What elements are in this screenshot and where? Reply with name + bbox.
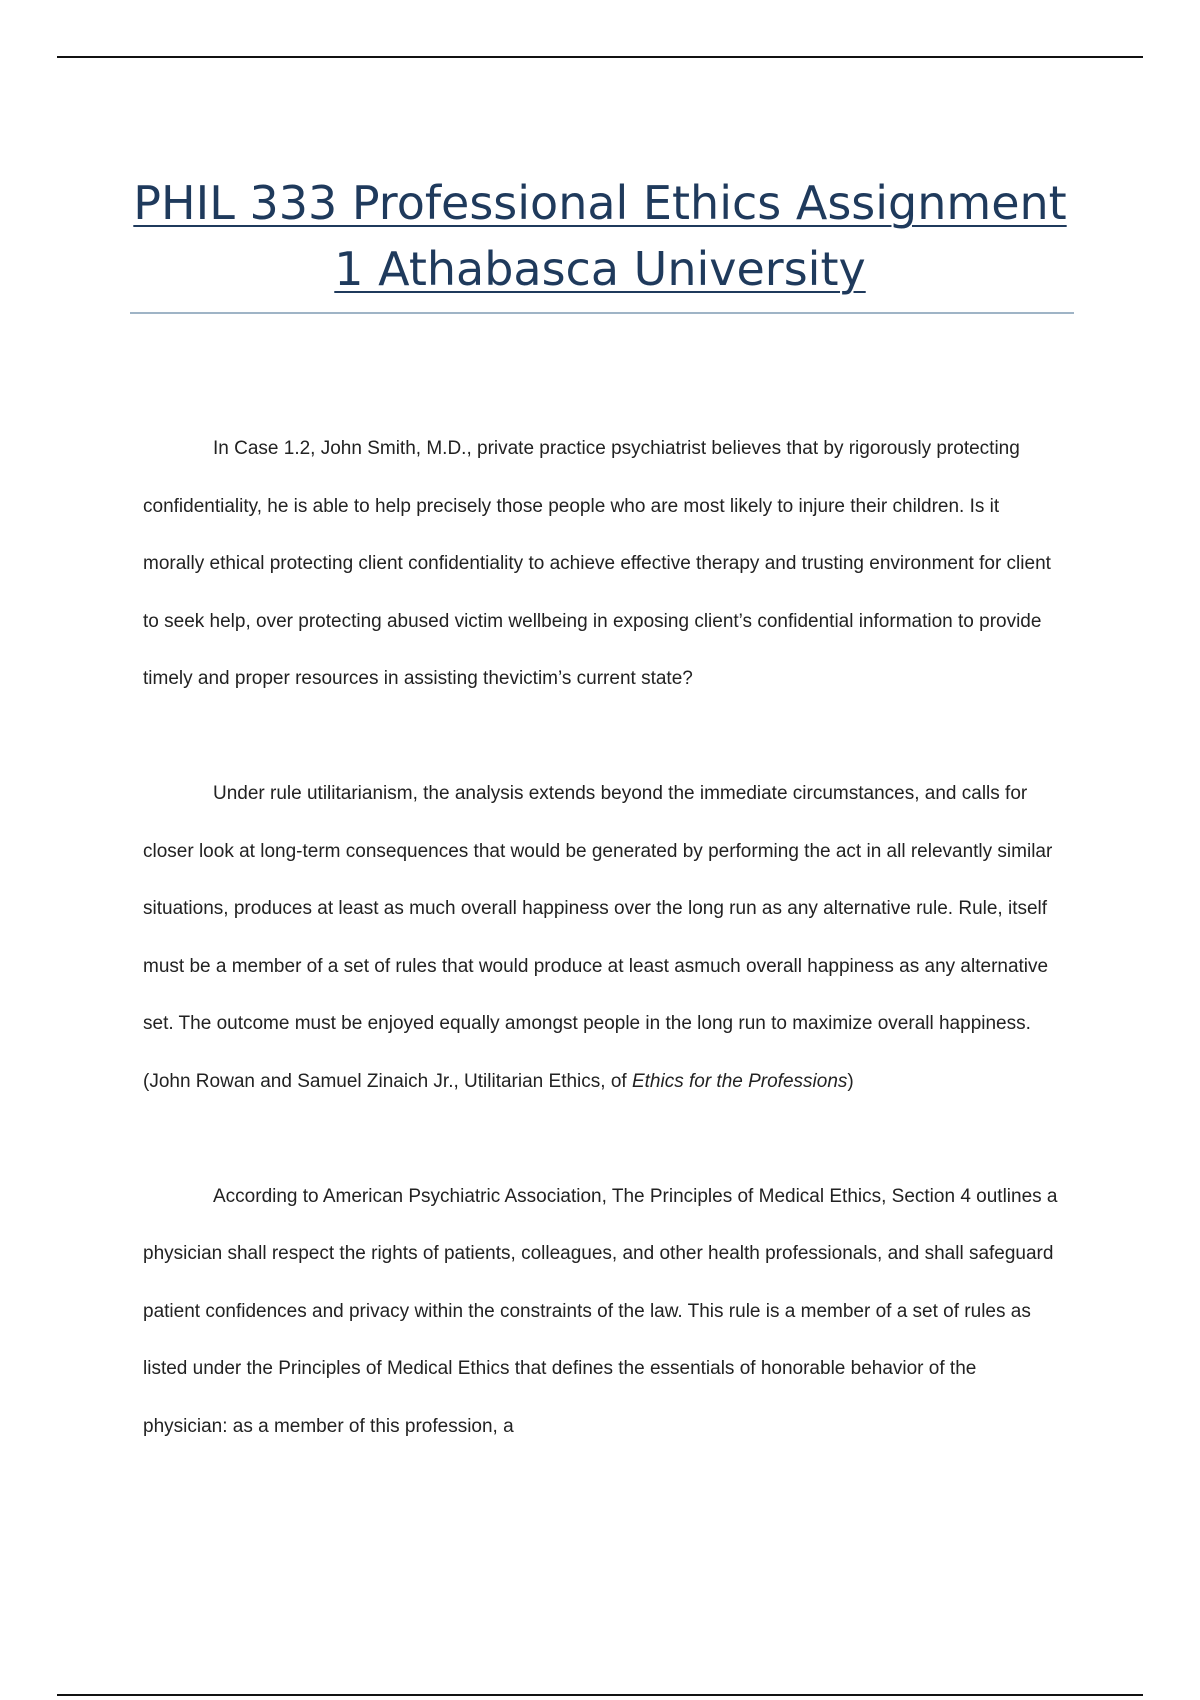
document-title <box>130 170 1070 302</box>
paragraph-rule-utilitarianism <box>143 765 1061 1111</box>
paragraph-apa-principles: According to American Psychiatric Association, The Principles of Medical Ethics, Section 4 outlines a physician shall respect the rights of patients, colleagues, and other health professionals, and shall safeguard patient confidences and privacy within the constraints of the law. This rule is a member of a set of rules as listed under the Principles of Medical Ethics that defines the essentials of honorable behavior of the physician: as a member of this profession, a <box>143 1185 1058 1437</box>
page-top-rule <box>57 56 1143 58</box>
paragraph-text: Under rule utilitarianism, the analysis extends beyond the immediate circumstances, and calls for closer look at long-term consequences that would be generated by performing the act in all relevantly similar situations, produces at least as much overall happiness over the long run as any alternative rule. Rule, itself must be a member of a set of rules that would produce at least asmuch overall happiness as any alternative set. The outcome must be enjoyed equally amongst people in the long run to maximize overall happiness. (John Rowan and Samuel Zinaich Jr., Utilitarian Ethics, of <box>143 782 1053 1092</box>
document-body <box>143 420 1061 1456</box>
paragraph-case-question: In Case 1.2, John Smith, M.D., private practice psychiatrist believes that by rigorously protecting confidentiality, he is able to help precisely those people who are most likely to injure their children. Is it morally ethical protecting client confidentiality to achieve effective therapy and trusting environment for client to seek help, over protecting abused victim wellbeing in exposing client’s confidential information to provide timely and proper resources in assisting thevictim’s current state? <box>143 438 1051 690</box>
paragraph-text-end: ) <box>847 1070 854 1092</box>
citation-title: Ethics for the Professions <box>631 1070 848 1092</box>
title-line-2: 1 Athabasca University <box>334 242 866 296</box>
title-line-1: PHIL 333 Professional Ethics Assignment <box>133 176 1067 230</box>
title-divider <box>130 312 1074 314</box>
page-bottom-rule <box>57 1694 1143 1696</box>
